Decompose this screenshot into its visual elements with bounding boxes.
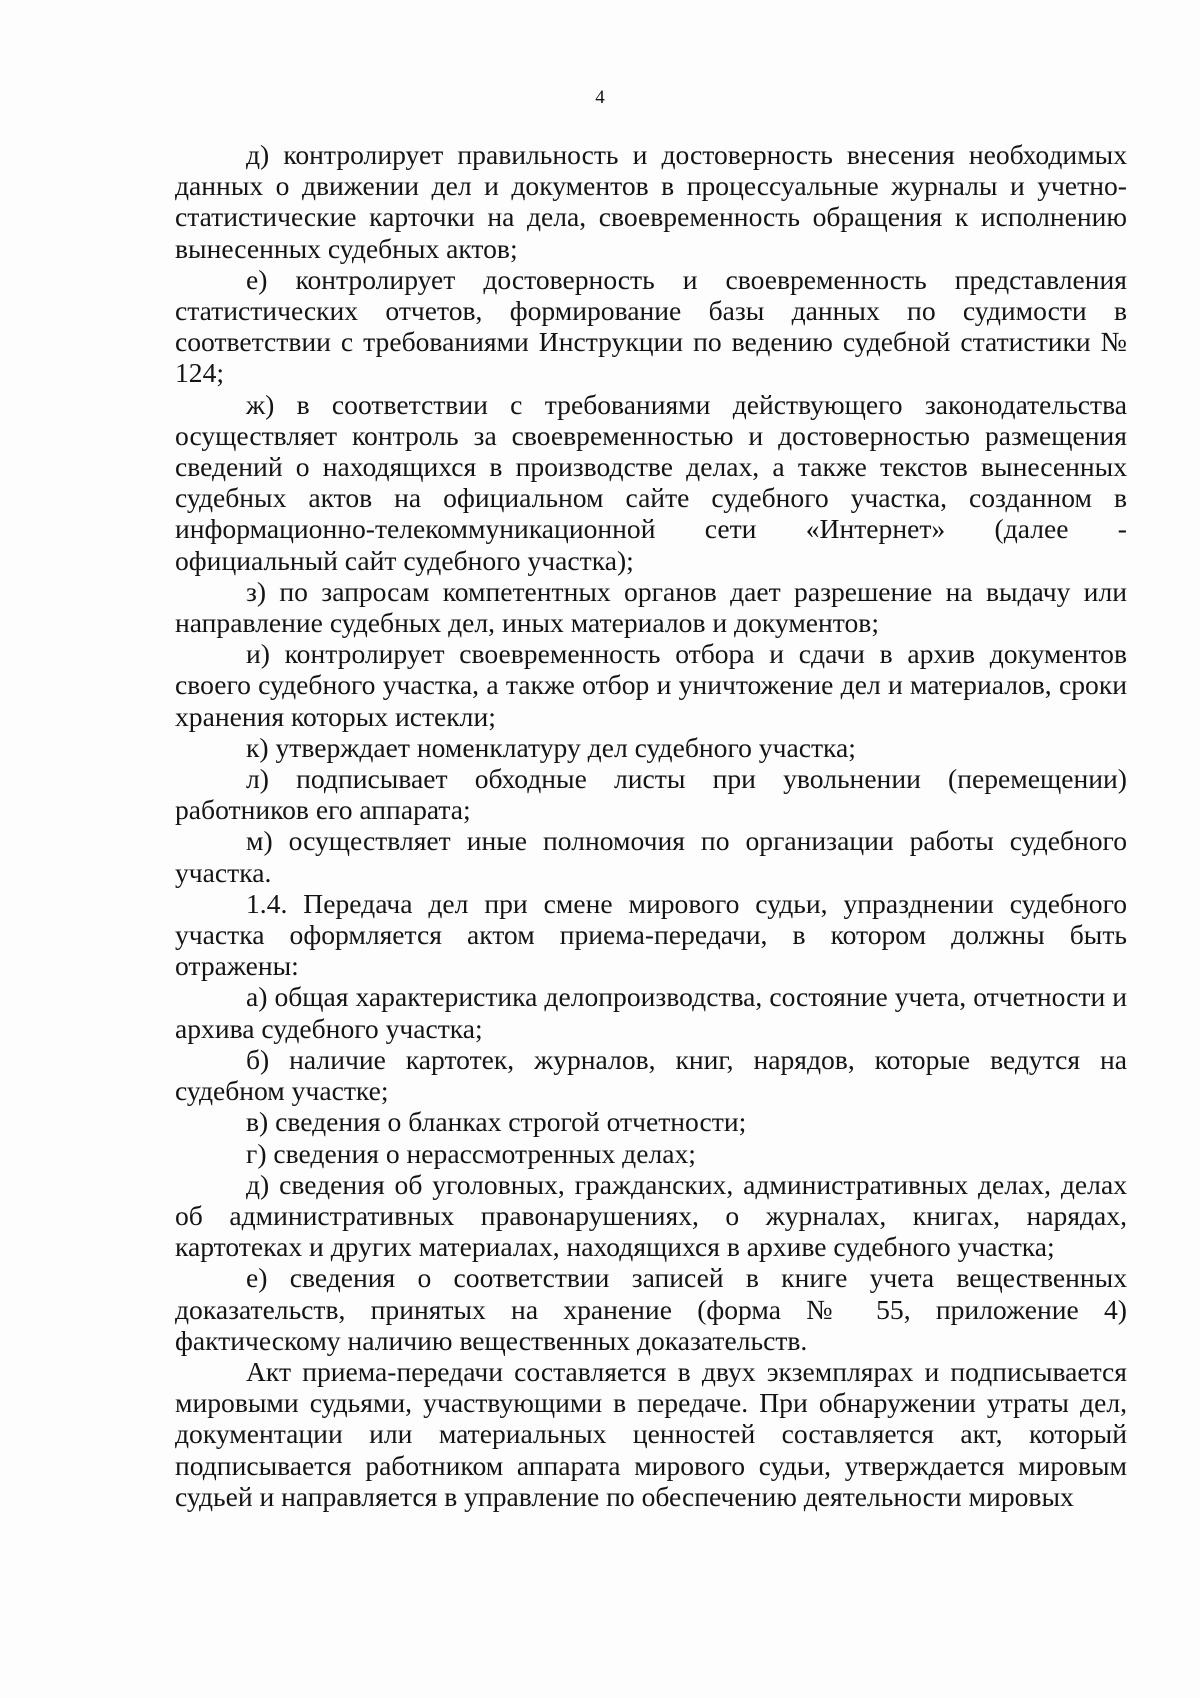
paragraph-l-clearance-sheets: л) подписывает обходные листы при увольнении (перемещении) работников его аппарата; (175, 763, 1127, 826)
paragraph-transfer-act: Акт приема-передачи составляется в двух экземплярах и подписывается мировыми судьями, участвующими в передаче. При обнаружении утраты дел, документации или материальных ценностей составляется акт, который подписывается работником аппарата мирового судьи, утверждается мировым судьей и направляется в управление по обеспечению деятельности мировых (175, 1355, 1127, 1512)
paragraph-e-statistics-control: е) контролирует достоверность и своевременность представления статистических отчетов, формирование базы данных по судимости в соответствии с требованиями Инструкции по ведению судебной статистики № 124; (175, 263, 1127, 389)
paragraph-z-case-issuance: з) по запросам компетентных органов дает разрешение на выдачу или направление судебных дел, иных материалов и документов; (175, 575, 1127, 639)
paragraph-a-general-characteristics: а) общая характеристика делопроизводства, состояние учета, отчетности и архива судебного участка; (175, 981, 1127, 1044)
paragraph-d-data-control: д) контролирует правильность и достоверность внесения необходимых данных о движении дел и документов в процессуальные журналы и учетно-статистические карточки на дела, своевременность обращения к исполнению вынесенных судебных актов; (175, 139, 1127, 264)
paragraph-v-strict-forms: в) сведения о бланках строгой отчетности; (246, 1106, 747, 1138)
paragraph-m-other-powers: м) осуществляет иные полномочия по организации работы судебного участка. (175, 825, 1127, 888)
paragraph-i-archive-control: и) контролирует своевременность отбора и сдачи в архив документов своего судебного участка, а также отбор и уничтожение дел и материалов, сроки хранения которых истекли; (175, 638, 1127, 732)
paragraph-b-registers: б) наличие картотек, журналов, книг, нарядов, которые ведутся на судебном участке; (175, 1043, 1127, 1107)
document-body (175, 139, 1127, 1512)
paragraph-zh-website-control: ж) в соответствии с требованиями действующего законодательства осуществляет контроль за своевременностью и достоверностью размещения сведений о находящихся в производстве делах, а также текстов вынесенных судебных актов на официальном сайте судебного участка, созданном в информационно-телекоммуникационной сети «Интернет» (далее - официальный сайт судебного участка); (175, 388, 1127, 576)
paragraph-d-archive-contents: д) сведения об уголовных, гражданских, административных делах, делах об административных правонарушениях, о журналах, книгах, нарядах, картотеках и других материалах, находящихся в архиве судебного участка; (175, 1168, 1127, 1263)
paragraph-k-nomenclature: к) утверждает номенклатуру дел судебного участка; (246, 731, 856, 763)
page-number: 4 (595, 87, 605, 108)
paragraph-e-evidence-records: е) сведения о соответствии записей в книге учета вещественных доказательств, принятых на хранение (форма № 55, приложение 4) фактическому наличию вещественных доказательств. (175, 1262, 1127, 1356)
paragraph-1-4-case-transfer: 1.4. Передача дел при смене мирового судьи, упразднении судебного участка оформляется актом приема-передачи, в котором должны быть отражены: (175, 887, 1127, 982)
paragraph-g-pending-cases: г) сведения о нерассмотренных делах; (246, 1137, 696, 1169)
